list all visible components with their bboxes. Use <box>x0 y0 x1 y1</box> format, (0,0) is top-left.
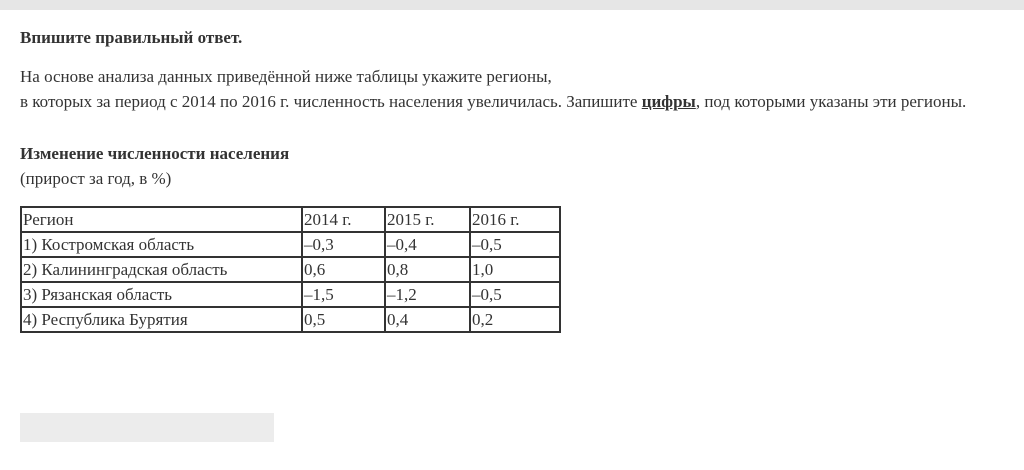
question-line-2-end: , под которыми указаны эти регионы. <box>695 92 967 111</box>
top-bar <box>0 0 1024 10</box>
header-cell-2016: 2016 г. <box>470 207 560 232</box>
value-cell: –1,2 <box>385 282 470 307</box>
value-cell: –1,5 <box>302 282 385 307</box>
header-cell-region: Регион <box>21 207 302 232</box>
value-cell: 0,6 <box>302 257 385 282</box>
region-cell: 2) Калининградская область <box>21 257 302 282</box>
value-cell: –0,5 <box>470 282 560 307</box>
value-cell: 0,4 <box>385 307 470 332</box>
value-cell: –0,5 <box>470 232 560 257</box>
question-line-2-start: в которых за период с 2014 по 2016 г. численность населения увеличилась. Запишите <box>20 92 642 111</box>
value-cell: 0,8 <box>385 257 470 282</box>
table-row <box>21 257 560 282</box>
region-cell: 1) Костромская область <box>21 232 302 257</box>
table-header-row <box>21 207 560 232</box>
table-heading: Изменение численности населения <box>20 144 290 163</box>
table-row <box>21 232 560 257</box>
region-cell: 3) Рязанская область <box>21 282 302 307</box>
value-cell: 0,2 <box>470 307 560 332</box>
header-cell-2015: 2015 г. <box>385 207 470 232</box>
task-question <box>20 64 1001 114</box>
value-cell: 0,5 <box>302 307 385 332</box>
table-row <box>21 282 560 307</box>
question-emphasis: цифры <box>641 92 696 111</box>
value-cell: 1,0 <box>470 257 560 282</box>
population-table <box>20 206 561 333</box>
task-instruction: Впишите правильный ответ. <box>20 28 243 47</box>
question-line-1: На основе анализа данных приведённой ниже таблицы укажите регионы, <box>20 67 552 86</box>
task-content <box>20 26 1001 333</box>
table-title <box>20 141 1001 191</box>
answer-input[interactable] <box>20 413 274 442</box>
value-cell: –0,4 <box>385 232 470 257</box>
region-cell: 4) Республика Бурятия <box>21 307 302 332</box>
header-cell-2014: 2014 г. <box>302 207 385 232</box>
table-row <box>21 307 560 332</box>
table-subheading: (прирост за год, в %) <box>20 169 172 188</box>
value-cell: –0,3 <box>302 232 385 257</box>
